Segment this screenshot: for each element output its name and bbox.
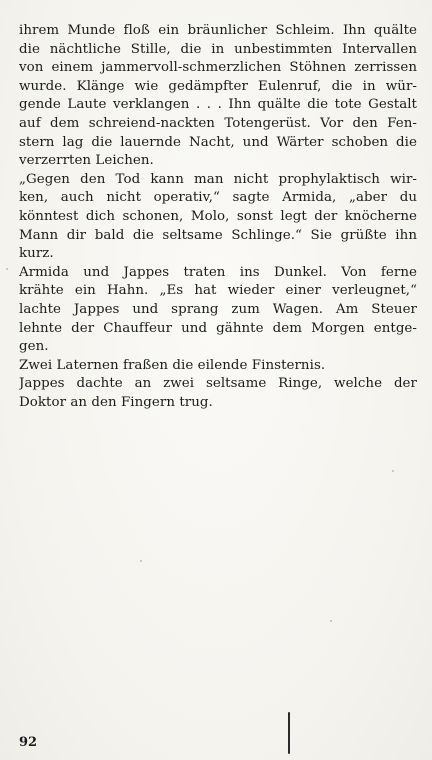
paper-speck xyxy=(140,560,142,562)
paper-speck xyxy=(6,268,8,270)
text-line: „Gegen den Tod kann man nicht prophylaktisch wir- xyxy=(19,171,417,187)
text-line: gende Laute verklangen . . . Ihn quälte die tote Gestalt xyxy=(19,97,417,113)
text-line: Armida und Jappes traten ins Dunkel. Von ferne xyxy=(19,264,417,280)
text-line: Zwei Laternen fraßen die eilende Finsternis. xyxy=(19,357,326,373)
text-line: auf dem schreiend-nackten Totengerüst. Vor den Fen- xyxy=(19,115,417,131)
paper-speck xyxy=(330,620,332,622)
text-line: krähte ein Hahn. „Es hat wieder einer verleugnet,“ xyxy=(19,283,417,299)
text-line: stern lag die lauernde Nacht, und Wärter schoben die xyxy=(19,134,417,150)
text-line: Doktor an den Fingern trug. xyxy=(19,394,213,410)
text-line: die nächtliche Stille, die in unbestimmten Intervallen xyxy=(19,41,417,57)
body-text xyxy=(19,22,417,412)
text-line: könntest dich schonen, Molo, sonst legt der knöcherne xyxy=(19,208,417,224)
page-number: 92 xyxy=(19,735,38,750)
margin-pencil-mark xyxy=(288,712,290,754)
text-line: wurde. Klänge wie gedämpfter Eulenruf, die in wür- xyxy=(19,78,417,94)
text-line: ihrem Munde floß ein bräunlicher Schleim. Ihn quälte xyxy=(19,23,417,38)
text-line: Mann dir bald die seltsame Schlinge.“ Sie grüßte ihn xyxy=(19,227,417,243)
text-line: gen. xyxy=(19,339,49,355)
paper-speck xyxy=(392,470,394,472)
text-line: lachte Jappes und sprang zum Wagen. Am Steuer xyxy=(19,301,417,317)
text-line: ken, auch nicht operativ,“ sagte Armida, „aber du xyxy=(19,190,417,206)
text-line: lehnte der Chauffeur und gähnte dem Morgen entge- xyxy=(19,320,417,336)
text-line: kurz. xyxy=(19,246,54,262)
text-line: Jappes dachte an zwei seltsame Ringe, welche der xyxy=(19,376,417,392)
text-line: verzerrten Leichen. xyxy=(19,153,154,169)
text-line: von einem jammervoll-schmerzlichen Stöhnen zerrissen xyxy=(19,60,417,76)
